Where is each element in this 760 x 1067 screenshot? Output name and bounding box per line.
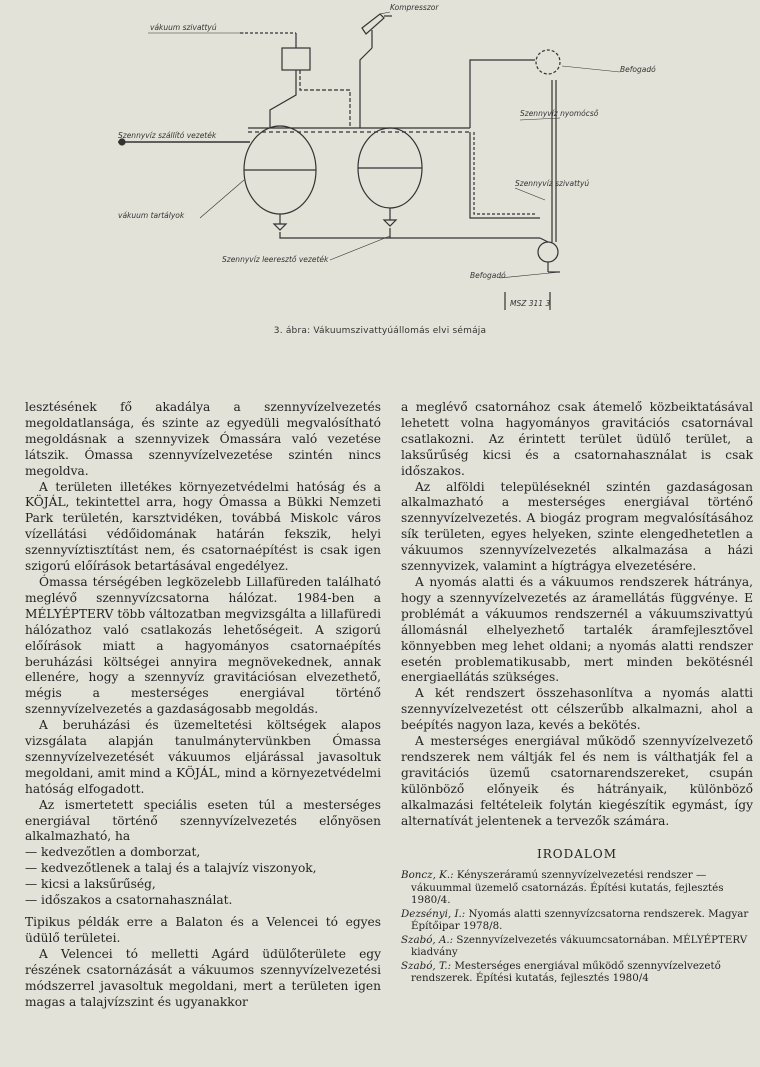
figure-code: MSZ 311 3 <box>510 299 551 308</box>
paragraph: Ómassa térségében legközelebb Lillafüreden található meglévő szennyvízcsatorna hálózat. 1984-ben a MÉLYÉPTERV több változatban megvizsgálta a lillafüredi hálózathoz való csatlakozás lehetőségeit. A szigorú előírások miatt a hagyományos csatornaépítés beruházási költségei annyira megnövekednek, annak ellenére, hogy a szennyvíz gravitációsan elvezethető, mégis a mesterséges energiával történő szennyvízelvezetés a gazdaságosabb megoldás. <box>25 574 381 717</box>
paragraph: Az alföldi településeknél szintén gazdaságosan alkalmazható a mesterséges energiával történő szennyvízelvezetés. A biogáz program megvalósításához sík területen, egyes helyeken, szinte elengedhetetlen a vákuumos szennyvízelvezetés alkalmazása a házi szennyvizek, valamint a hígtrágya elvezetésére. <box>401 479 753 574</box>
list-item: — kedvezőtlenek a talaj és a talajvíz viszonyok, <box>25 861 317 876</box>
list-item: — kicsi a laksűrűség, <box>25 877 156 892</box>
reference-author: Boncz, K.: <box>401 869 454 882</box>
left-column <box>25 400 381 1010</box>
paragraph: A két rendszert összehasonlítva a nyomás alatti szennyvízelvezetést ott célszerűbb alkalmazni, ahol a beépítés nagyon laza, kevés a bekötés. <box>401 686 753 733</box>
paragraph: Az ismertetett speciális eseten túl a mesterséges energiával történő szennyvízelvezetés előnyösen alkalmazható, ha <box>25 797 381 844</box>
label-befogado-bottom: Befogadó <box>470 271 506 280</box>
references-title: IRODALOM <box>537 847 617 862</box>
paragraph: Tipikus példák erre a Balaton és a Velencei tó egyes üdülő területei. <box>25 915 381 945</box>
paragraph: A mesterséges energiával működő szennyvízelvezető rendszerek nem váltják fel és nem is válthatják fel a gravitációs üzemű csatornarendszereket, csupán különböző előnyeik és hátrányaik, különböző alkalmazási feltételeik folytán kiegészítik egymást, így alternatívát jelentenek a tervezők számára. <box>401 734 753 828</box>
paragraph: A nyomás alatti és a vákuumos rendszerek hátránya, hogy a szennyvízelvezetés az áramellátás függvénye. E problémát a vákuumos rendszernél a vákuumszivattyú állomásnál elhelyezhető tartalék áramfejlesztővel könnyebben meg lehet oldani; a nyomás alatti rendszer esetén problematikusabb, mert minden bekötésnél energiaellátás szükséges. <box>401 574 753 685</box>
paragraph: a meglévő csatornához csak átemelő közbeiktatásával lehetett volna hagyományos gravitációs csatornával csatlakozni. Az érintett terület üdülő terület, a laksűrűség kicsi és a csatornahasználat is csak időszakos. <box>401 400 753 478</box>
reference-text: Kényszeráramú szennyvízelvezetési rendszer — vákuummal üzemelő csatornázás. Építési kutatás, fejlesztés 1980/4. <box>411 869 724 907</box>
conditions-list <box>25 845 381 909</box>
compressor-symbol <box>362 14 384 34</box>
reference-item <box>401 960 753 985</box>
label-szennyviz-szallito: Szennyvíz szállító vezeték <box>118 131 217 140</box>
label-vakuum-tartalyok: vákuum tartályok <box>118 211 185 220</box>
paragraph: lesztésének fő akadálya a szennyvízelvezetés megoldatlansága, és szinte az egyedüli megvalósítható megoldásnak a szennyvizek Ómassára való vezetése látszik. Ómassa szennyvízelvezetése szintén nincs megoldva. <box>25 400 381 478</box>
label-kompresszor: Kompresszor <box>390 3 439 12</box>
list-item: — kedvezőtlen a domborzat, <box>25 845 201 860</box>
vacuum-station-schematic <box>0 0 760 340</box>
reference-item <box>401 934 753 959</box>
label-szennyviz-leereszto: Szennyvíz leeresztő vezeték <box>222 255 329 264</box>
vacuum-pump-box <box>282 48 310 70</box>
reference-text: Mesterséges energiával működő szennyvízelvezető rendszerek. Építési kutatás, fejlesztés 1980/4 <box>411 959 721 985</box>
reference-author: Szabó, T.: <box>401 959 452 972</box>
figure-caption: 3. ábra: Vákuumszivattyúállomás elvi sémája <box>273 326 487 336</box>
sewage-pump <box>538 242 558 262</box>
list-item: — időszakos a csatornahasználat. <box>25 893 233 908</box>
label-szennyviz-szivattyu: Szennyvíz szivattyú <box>515 179 590 188</box>
label-szennyviz-nyomocso: Szennyvíz nyomócső <box>520 109 599 118</box>
reference-item <box>401 869 753 907</box>
reference-author: Szabó, A.: <box>401 933 454 946</box>
right-column <box>401 400 753 986</box>
reference-text: Nyomás alatti szennyvízcsatorna rendszerek. Magyar Építőipar 1978/8. <box>411 907 749 933</box>
paragraph: A beruházási és üzemeltetési költségek alapos vizsgálata alapján tanulmánytervünkben Ómassa szennyvízelvezetését vákuumos eljárással javasoltuk megoldani, amit mind a KÖJÁL, mind a környezetvédelmi hatóság elfogadott. <box>25 718 381 796</box>
reference-item <box>401 908 753 933</box>
paragraph: A területen illetékes környezetvédelmi hatóság és a KÖJÁL, tekintettel arra, hogy Ómassa a Bükki Nemzeti Park területén, karsztvidéken, továbbá Miskolc város vízellátási védőidomának határán fekszik, helyi szennyvíztisztítást nem, és csatornaépítést is csak igen szigorú előírások betartásával engedélyez. <box>25 479 381 574</box>
label-vakuum-szivattyu: vákuum szivattyú <box>150 23 217 32</box>
receiver-top <box>536 50 560 74</box>
reference-author: Dezsényi, I.: <box>401 907 466 920</box>
label-befogado-top: Befogadó <box>620 65 656 74</box>
paragraph: A Velencei tó melletti Agárd üdülőterülete egy részének csatornázását a vákuumos szennyvízelvezetési módszerrel javasoltuk megoldani, mert a területen igen magas a talajvízszint és ugyanakkor <box>25 946 381 1009</box>
reference-text: Szennyvízelvezetés vákuumcsatornában. MÉLYÉPTERV kiadvány <box>411 933 748 959</box>
